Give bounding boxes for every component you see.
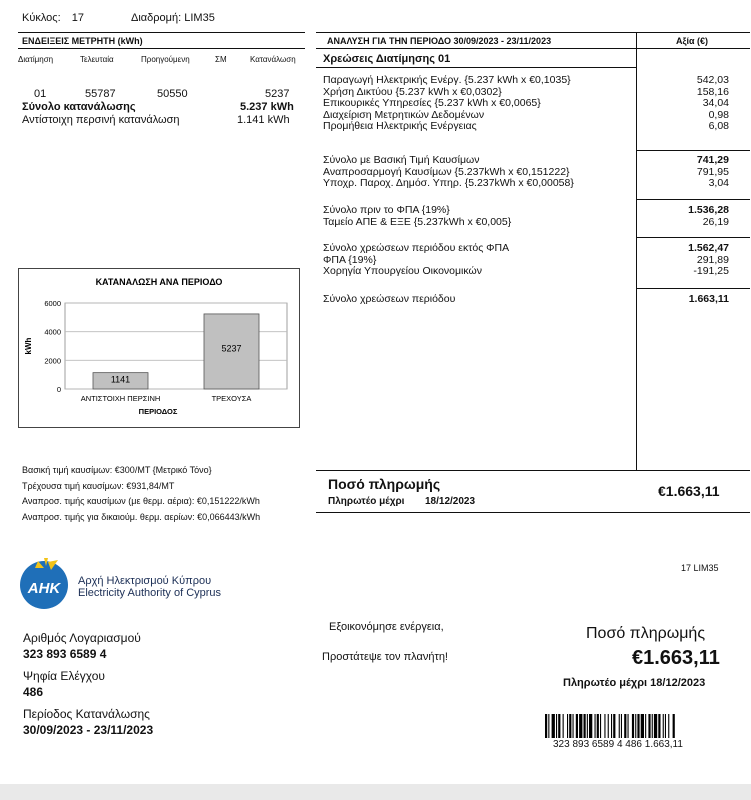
barcode-bar (597, 714, 599, 738)
barcode-bar (584, 714, 586, 738)
meter-col-tariff: Διατίμηση (18, 55, 54, 64)
divider (316, 32, 750, 33)
stub-cycle-route: 17 LIM35 (681, 563, 719, 573)
charge-row: Επικουρικές Υπηρεσίες {5.237 kWh x €0,0065} 34,04 (323, 97, 729, 110)
barcode-bar (552, 714, 555, 738)
cycle-label: Κύκλος: (22, 12, 61, 24)
barcode-bar (573, 714, 574, 738)
stub-payment-label: Ποσό πληρωμής (586, 625, 706, 642)
barcode-bar (632, 714, 634, 738)
y-tick-label: 4000 (44, 327, 61, 337)
y-tick-label: 2000 (44, 356, 61, 366)
route-value: LIM35 (184, 12, 215, 24)
barcode-bar (619, 714, 620, 738)
barcode-bar (654, 714, 657, 738)
barcode-bar (628, 714, 629, 738)
charges-group-4 (323, 243, 729, 278)
fuel-notes (22, 463, 260, 525)
barcode-bar (611, 714, 612, 738)
charges-group-2 (323, 155, 729, 190)
barcode-bar (545, 714, 547, 738)
logo-text: ΑΗΚ (27, 580, 61, 597)
fuel-note: Αναπροσ. τιμής καυσίμων (με θερμ. αέρια): €0,151222/kWh (22, 496, 260, 506)
barcode-bar (641, 714, 644, 738)
payment-amount: €1.663,11 (658, 483, 720, 499)
fuel-note: Βασική τιμή καυσίμων: €300/MT {Μετρικό Τόνο} (22, 465, 212, 475)
prev-consumption-label: Αντίστοιχη περσινή κατανάλωση (22, 114, 180, 126)
meter-title: ΕΝΔΕΙΞΕΙΣ ΜΕΤΡΗΤΗ (kWh) (22, 36, 143, 46)
consumption-chart (18, 268, 300, 428)
data-label: 1141 (110, 374, 131, 385)
barcode (545, 714, 728, 738)
check-digits-label: Ψηφία Ελέγχου (23, 669, 105, 683)
barcode-bar (604, 714, 605, 738)
chart-svg (19, 269, 299, 427)
charge-row: Χρήση Δικτύου {5.237 kWh x €0,0302} 158,16 (323, 85, 729, 98)
y-axis-label: kWh (24, 337, 33, 355)
charge-row: Υποχρ. Παροχ. Δημόσ. Υπηρ. {5.237kWh x €0,00058} 3,04 (323, 177, 729, 190)
account-label: Αριθμός Λογαριασμού (23, 631, 141, 645)
barcode-bar (608, 714, 609, 738)
x-tick-label: ΑΝΤΙΣΤΟΙΧΗ ΠΕΡΣΙΝΗ (80, 394, 161, 403)
barcode-bar (621, 714, 622, 738)
barcode-bar (645, 714, 646, 738)
route-label: Διαδρομή: (131, 12, 182, 24)
barcode-bar (576, 714, 578, 738)
data-label: 5237 (221, 343, 242, 354)
barcode-bar (589, 714, 592, 738)
prev-consumption-value: 1.141 kWh (237, 114, 290, 126)
barcode-bar (587, 714, 588, 738)
charges-group-1 (323, 75, 729, 133)
eac-logo-icon (18, 556, 70, 610)
subtotal-line (636, 199, 750, 200)
meter-consumption: 5237 (265, 88, 290, 100)
meter-col-sm: ΣΜ (215, 55, 227, 64)
barcode-bar (665, 714, 666, 738)
cycle-value: 17 (71, 12, 84, 24)
divider (18, 32, 305, 33)
account-value: 323 893 6589 4 (23, 647, 107, 661)
due-date: 18/12/2023 (425, 496, 476, 507)
divider (316, 67, 636, 68)
divider (316, 470, 750, 471)
charge-row: Παραγωγή Ηλεκτρικής Ενέργ. {5.237 kWh x €0,1035} 542,03 (323, 74, 729, 86)
stub-payment-amount: €1.663,11 (632, 647, 720, 669)
subtotal-line (636, 150, 750, 151)
barcode-bar (556, 714, 557, 738)
charge-row: Σύνολο πριν το ΦΠΑ {19%} 1.536,28 (323, 204, 729, 216)
slogan-line-2: Προστάτεψε τον πλανήτη! (322, 651, 448, 663)
charges-group-5 (323, 294, 729, 306)
chart-title: ΚΑΤΑΝΑΛΩΣΗ ΑΝΑ ΠΕΡΙΟΔΟ (95, 277, 223, 287)
org-name-english: Electricity Authority of Cyprus (78, 587, 222, 599)
barcode-bar (613, 714, 615, 738)
route-info (131, 12, 215, 24)
x-tick-label: ΤΡΕΧΟΥΣΑ (211, 394, 252, 403)
period-label: Περίοδος Κατανάλωσης (23, 707, 150, 721)
total-consumption-label: Σύνολο κατανάλωσης (22, 101, 136, 113)
barcode-bar (652, 714, 653, 738)
due-label: Πληρωτέο μέχρι (328, 496, 405, 507)
charge-row: Σύνολο χρεώσεων περιόδου 1.663,11 (323, 293, 729, 305)
subtotal-line (636, 288, 750, 289)
subtotal-line (636, 237, 750, 238)
meter-col-last: Τελευταία (80, 55, 114, 64)
barcode-bar (563, 714, 564, 738)
cycle-info (22, 12, 84, 24)
barcode-bar (635, 714, 636, 738)
barcode-bar (648, 714, 650, 738)
charge-row: Χορηγία Υπουργείου Οικονομικών -191,25 (323, 265, 729, 278)
payment-label: Ποσό πληρωμής (328, 476, 441, 492)
barcode-text: 323 893 6589 4 486 1.663,11 (553, 739, 683, 750)
y-tick-label: 0 (56, 385, 61, 394)
meter-last: 55787 (85, 88, 116, 100)
barcode-bar (624, 714, 626, 738)
period-value: 30/09/2023 - 23/11/2023 (23, 723, 154, 737)
barcode-bar (663, 714, 664, 738)
check-digits-value: 486 (23, 685, 44, 699)
stub-due-text: Πληρωτέο μέχρι 18/12/2023 (563, 677, 706, 689)
barcode-bar (569, 714, 571, 738)
section-title: Χρεώσεις Διατίμησης 01 (323, 53, 451, 65)
charge-row: Προμήθεια Ηλεκτρικής Ενέργειας 6,08 (323, 120, 729, 133)
charges-group-3 (323, 205, 729, 228)
barcode-bar (658, 714, 660, 738)
divider (316, 512, 750, 513)
barcode-bar (600, 714, 601, 738)
meter-col-previous: Προηγούμενη (141, 55, 190, 64)
charge-row: Σύνολο με Βασική Τιμή Καυσίμων 741,29 (323, 154, 729, 166)
barcode-bar (558, 714, 560, 738)
meter-col-consumption: Κατανάλωση (250, 55, 296, 64)
divider (316, 48, 750, 49)
barcode-bar (673, 714, 675, 738)
slogan-line-1: Εξοικονόμησε ενέργεια, (329, 621, 444, 633)
org-name-greek: Αρχή Ηλεκτρισμού Κύπρου (78, 575, 212, 587)
meter-tariff: 01 (34, 88, 47, 100)
charge-row: ΦΠΑ {19%} 291,89 (323, 253, 729, 266)
total-consumption-value: 5.237 kWh (240, 101, 294, 113)
divider (18, 48, 305, 49)
barcode-bar (548, 714, 549, 738)
meter-previous: 50550 (157, 88, 188, 100)
footer-bar (0, 784, 751, 800)
charge-row: Ταμείο ΑΠΕ & ΕΞΕ {5.237kWh x €0,005} 26,19 (323, 215, 729, 228)
analysis-title: ΑΝΑΛΥΣΗ ΓΙΑ ΤΗΝ ΠΕΡΙΟΔΟ 30/09/2023 - 23/11/2023 (327, 36, 552, 46)
barcode-bar (567, 714, 568, 738)
fuel-note: Αναπροσ. τιμής για δικαιούμ. θερμ. αερίων: €0,066443/kWh (22, 511, 261, 522)
barcode-bar (637, 714, 639, 738)
barcode-bar (668, 714, 669, 738)
barcode-bar (579, 714, 582, 738)
charge-row: Αναπροσαρμογή Καυσίμων {5.237kWh x €0,151222} 791,95 (323, 165, 729, 178)
value-header: Αξία (€) (676, 36, 709, 46)
charge-row: Διαχείριση Μετρητικών Δεδομένων 0,98 (323, 108, 729, 121)
y-tick-label: 6000 (44, 299, 61, 308)
charge-row: Σύνολο χρεώσεων περιόδου εκτός ΦΠΑ 1.562,47 (323, 242, 729, 254)
barcode-bar (595, 714, 596, 738)
fuel-note: Τρέχουσα τιμή καυσίμων: €931,84/MT (22, 480, 175, 491)
x-axis-label: ΠΕΡΙΟΔΟΣ (138, 407, 178, 416)
